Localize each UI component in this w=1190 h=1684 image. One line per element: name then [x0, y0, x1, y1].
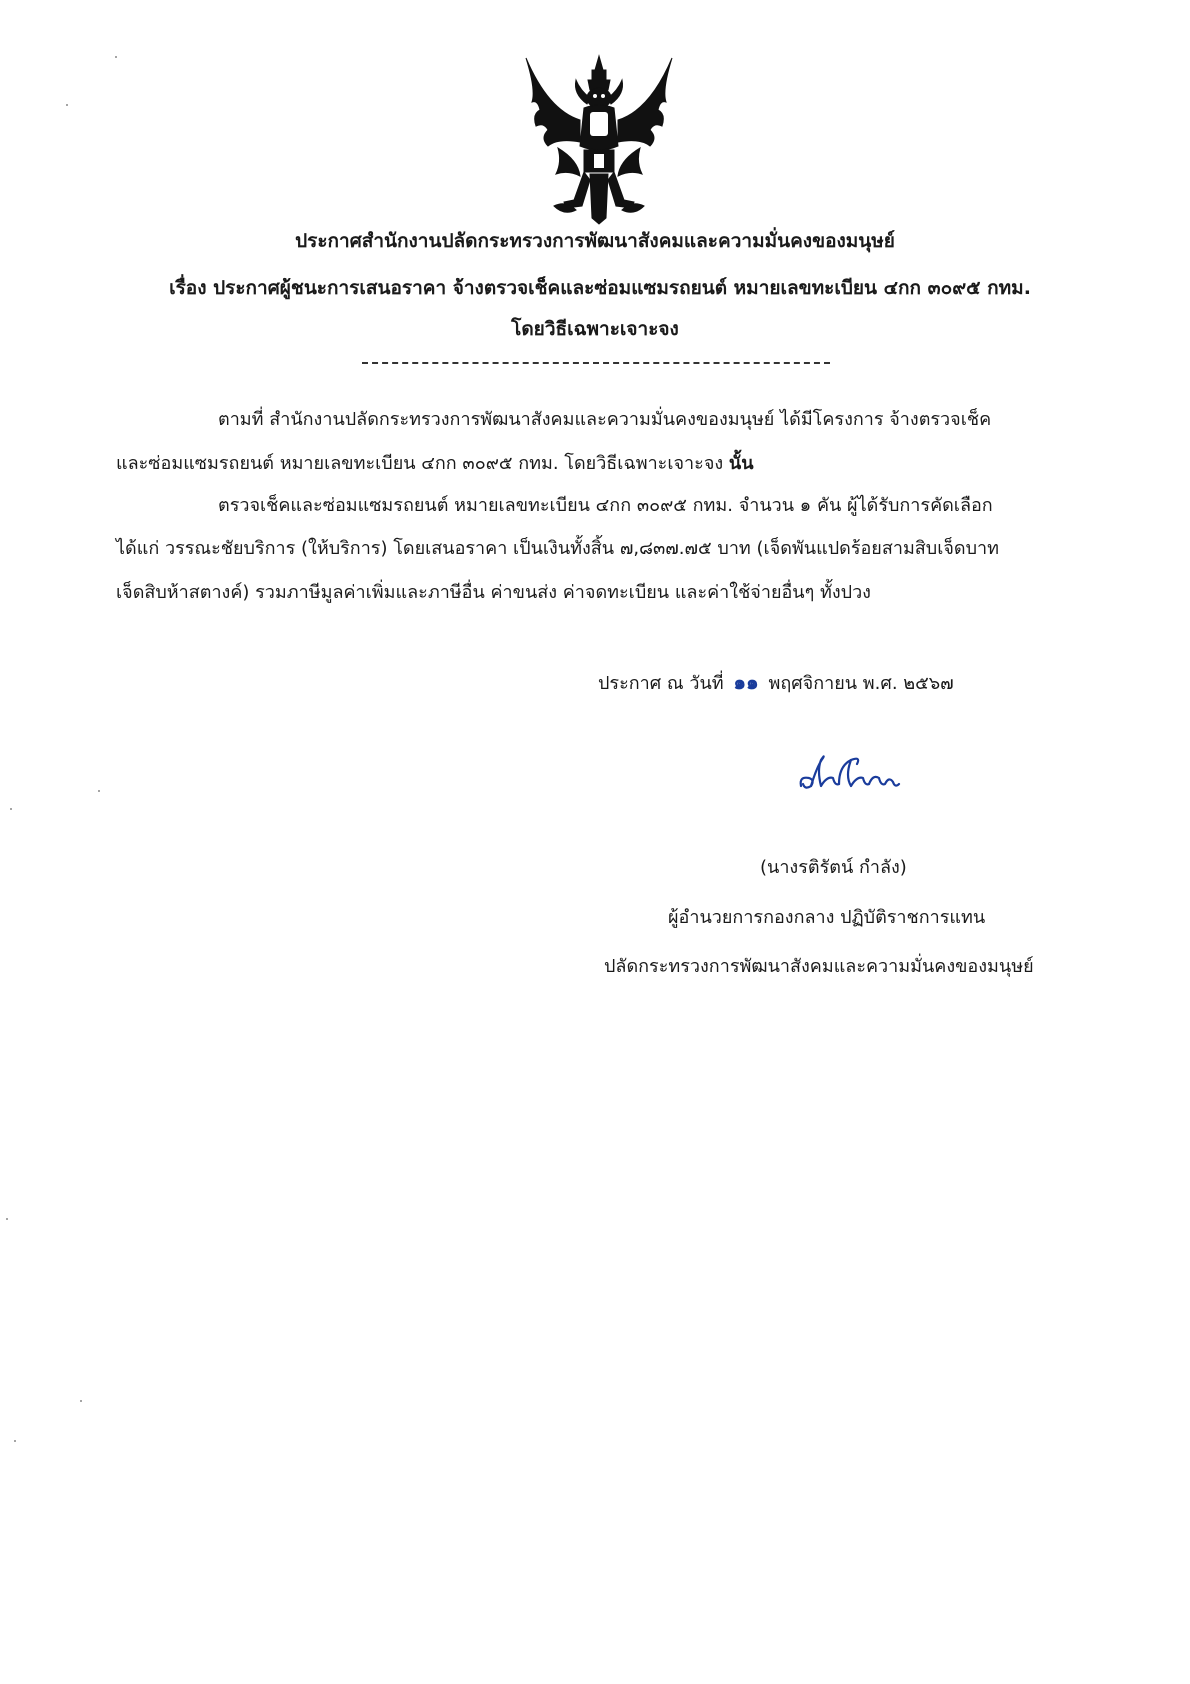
scan-speck [80, 1400, 82, 1402]
garuda-emblem-icon [518, 50, 680, 226]
scan-speck [115, 56, 117, 58]
scan-speck [6, 1218, 8, 1220]
announcement-title: ประกาศสำนักงานปลัดกระทรวงการพัฒนาสังคมและความมั่นคงของมนุษย์ [295, 230, 895, 252]
procurement-method: โดยวิธีเฉพาะเจาะจง [511, 318, 679, 340]
scan-speck [14, 1440, 16, 1442]
signatory-position: ผู้อำนวยการกองกลาง ปฏิบัติราชการแทน [668, 907, 986, 928]
title-divider [362, 362, 830, 364]
paragraph1-line2 [116, 448, 754, 477]
announcement-date [598, 666, 954, 698]
date-day: ๑๑ [733, 670, 759, 694]
paragraph2-line2: ได้แก่ วรรณะชัยบริการ (ให้บริการ) โดยเสนอราคา เป็นเงินทั้งสิ้น ๗,๘๓๗.๗๕ บาท (เจ็ดพันแปดร้อยสามสิบเจ็ดบาท [116, 538, 1000, 559]
date-suffix: พฤศจิกายน พ.ศ. ๒๕๖๗ [768, 673, 954, 694]
date-prefix: ประกาศ ณ วันที่ [598, 673, 724, 694]
paragraph1-emphasis: นั้น [728, 453, 754, 474]
paragraph2-line3: เจ็ดสิบห้าสตางค์) รวมภาษีมูลค่าเพิ่มและภาษีอื่น ค่าขนส่ง ค่าจดทะเบียน และค่าใช้จ่ายอื่นๆ ทั้งปวง [116, 582, 871, 603]
paragraph2-line1: ตรวจเช็คและซ่อมแซมรถยนต์ หมายเลขทะเบียน ๔กก ๓๐๙๕ กทม. จำนวน ๑ คัน ผู้ได้รับการคัดเลือก [218, 495, 993, 516]
paragraph1-line2-text: และซ่อมแซมรถยนต์ หมายเลขทะเบียน ๔กก ๓๐๙๕ กทม. โดยวิธีเฉพาะเจาะจง [116, 453, 724, 474]
announcement-subject: เรื่อง ประกาศผู้ชนะการเสนอราคา จ้างตรวจเช็คและซ่อมแซมรถยนต์ หมายเลขทะเบียน ๔กก ๓๐๙๕ กทม. [169, 277, 1031, 299]
scan-speck [10, 808, 12, 810]
handwritten-signature-icon [795, 746, 905, 800]
scan-speck [98, 790, 100, 792]
signatory-position-2: ปลัดกระทรวงการพัฒนาสังคมและความมั่นคงของมนุษย์ [604, 956, 1034, 977]
scan-speck [66, 104, 68, 106]
paragraph1-line1: ตามที่ สำนักงานปลัดกระทรวงการพัฒนาสังคมและความมั่นคงของมนุษย์ ได้มีโครงการ จ้างตรวจเช็ค [218, 409, 992, 430]
signatory-name: (นางรติรัตน์ กำลัง) [760, 857, 907, 878]
